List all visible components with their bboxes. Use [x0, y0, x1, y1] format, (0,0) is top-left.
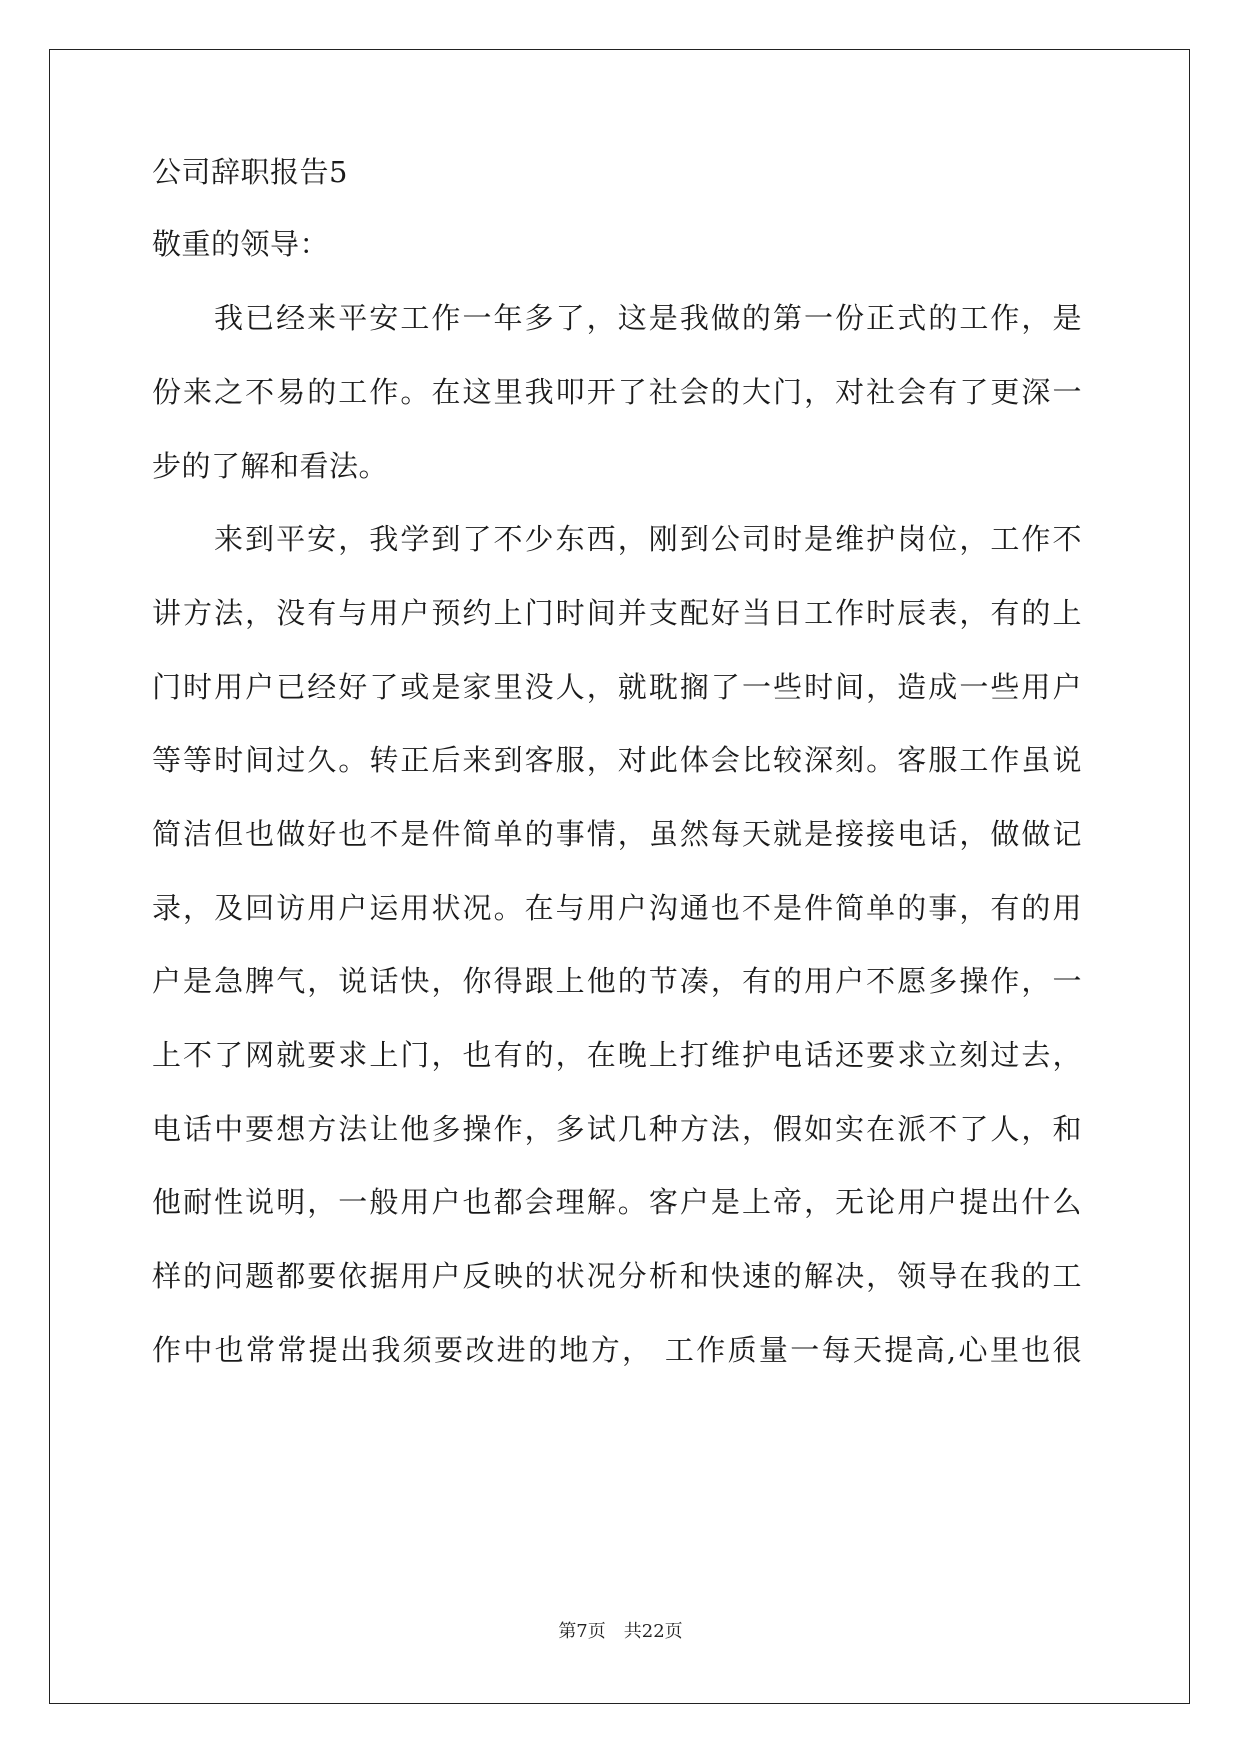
body-line: 户是急脾气，说话快，你得跟上他的节凑，有的用户不愿多操作，一 — [152, 964, 1082, 998]
document-title: 公司辞职报告5 — [152, 155, 348, 189]
body-line: 来到平安，我学到了不少东西，刚到公司时是维护岗位，工作不 — [214, 522, 1082, 556]
body-line: 录，及回访用户运用状况。在与用户沟通也不是件简单的事，有的用 — [152, 891, 1082, 925]
body-line: 份来之不易的工作。在这里我叩开了社会的大门，对社会有了更深一 — [152, 375, 1082, 409]
body-line: 我已经来平安工作一年多了，这是我做的第一份正式的工作，是 — [214, 301, 1082, 335]
body-line: 步的了解和看法。 — [152, 449, 389, 483]
body-line: 讲方法，没有与用户预约上门时间并支配好当日工作时辰表，有的上 — [152, 596, 1082, 630]
page-border — [49, 49, 1190, 1704]
body-line: 门时用户已经好了或是家里没人，就耽搁了一些时间，造成一些用户 — [152, 670, 1082, 704]
page-footer — [0, 1620, 1241, 1644]
body-line: 他耐性说明，一般用户也都会理解。客户是上帝，无论用户提出什么 — [152, 1185, 1082, 1219]
body-line: 电话中要想方法让他多操作，多试几种方法，假如实在派不了人，和 — [152, 1112, 1082, 1146]
salutation: 敬重的领导： — [152, 227, 330, 261]
page-number: 第7页 — [558, 1621, 606, 1642]
body-line: 作中也常常提出我须要改进的地方， 工作质量一每天提高,心里也很 — [152, 1333, 1082, 1367]
body-line: 样的问题都要依据用户反映的状况分析和快速的解决，领导在我的工 — [152, 1259, 1082, 1293]
body-line: 等等时间过久。转正后来到客服，对此体会比较深刻。客服工作虽说 — [152, 743, 1082, 777]
body-line: 上不了网就要求上门，也有的，在晚上打维护电话还要求立刻过去， — [152, 1038, 1082, 1072]
page-total: 共22页 — [623, 1621, 683, 1642]
body-line: 简洁但也做好也不是件简单的事情，虽然每天就是接接电话，做做记 — [152, 817, 1082, 851]
